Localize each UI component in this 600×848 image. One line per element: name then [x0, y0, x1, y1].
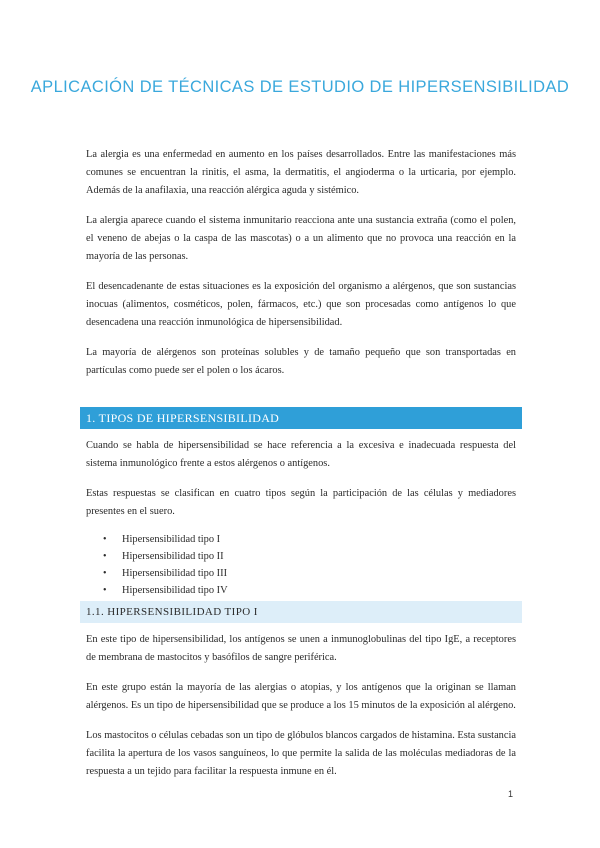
- list-item-label: Hipersensibilidad tipo II: [122, 551, 224, 562]
- page-number: 1: [507, 789, 513, 799]
- list-item-label: Hipersensibilidad tipo III: [122, 568, 228, 579]
- intro-paragraph: La alergia es una enfermedad en aumento en los países desarrollados. Entre las manifestaciones más comunes se encuentran la rinitis, el asma, la dermatitis, el angioderma o la urticaria, por ejemplo. Además de la anafilaxia, una reacción alérgica aguda y sistémico.: [86, 149, 516, 196]
- bullet-icon: •: [103, 551, 107, 562]
- bullet-icon: •: [103, 585, 107, 596]
- bullet-icon: •: [103, 534, 107, 545]
- subsection-heading-tipo-i: 1.1. HIPERSENSIBILIDAD TIPO I: [80, 601, 522, 623]
- hypersensitivity-types-list: [86, 531, 516, 599]
- subsection-paragraph: En este grupo están la mayoría de las alergias o atopias, y los antígenos que la originan se llaman alérgenos. Es un tipo de hipersensibilidad que se produce a los 15 minutos de la exposición al alérgeno.: [86, 682, 516, 711]
- bullet-icon: •: [103, 568, 107, 579]
- intro-paragraph: La alergia aparece cuando el sistema inmunitario reacciona ante una sustancia extraña (como el polen, el veneno de abejas o la caspa de las mascotas) o a un alimento que no provoca una reacción en la mayoría de las personas.: [86, 215, 516, 262]
- list-item-label: Hipersensibilidad tipo I: [122, 534, 221, 545]
- document-body: [86, 146, 516, 793]
- intro-paragraph: El desencadenante de estas situaciones es la exposición del organismo a alérgenos, que son sustancias inocuas (alimentos, cosméticos, polen, fármacos, etc.) que son procesadas como antígenos lo que desencadena una reacción inmunológica de hipersensibilidad.: [86, 281, 516, 328]
- intro-paragraph: La mayoría de alérgenos son proteínas solubles y de tamaño pequeño que son transportadas en partículas como puede ser el polen o los ácaros.: [86, 347, 516, 376]
- section-paragraph: Estas respuestas se clasifican en cuatro tipos según la participación de las células y mediadores presentes en el suero.: [86, 488, 516, 517]
- section-paragraph: Cuando se habla de hipersensibilidad se hace referencia a la excesiva e inadecuada respuesta del sistema inmunológico frente a estos alérgenos o antígenos.: [86, 440, 516, 469]
- page-title: APLICACIÓN DE TÉCNICAS DE ESTUDIO DE HIPERSENSIBILIDAD: [30, 78, 570, 96]
- list-item: [86, 548, 516, 565]
- list-item: [86, 531, 516, 548]
- section-heading-tipos: 1. TIPOS DE HIPERSENSIBILIDAD: [80, 407, 522, 429]
- list-item-label: Hipersensibilidad tipo IV: [122, 585, 228, 596]
- list-item: [86, 582, 516, 599]
- subsection-paragraph: Los mastocitos o células cebadas son un tipo de glóbulos blancos cargados de histamina. Esta sustancia facilita la apertura de los vasos sanguíneos, lo que permite la salida de las moléculas mediadoras de la respuesta a un tejido para facilitar la respuesta inmune en él.: [86, 730, 516, 777]
- subsection-paragraph: En este tipo de hipersensibilidad, los antígenos se unen a inmunoglobulinas del tipo IgE, a receptores de membrana de mastocitos y basófilos de sangre periférica.: [86, 634, 516, 663]
- list-item: [86, 565, 516, 582]
